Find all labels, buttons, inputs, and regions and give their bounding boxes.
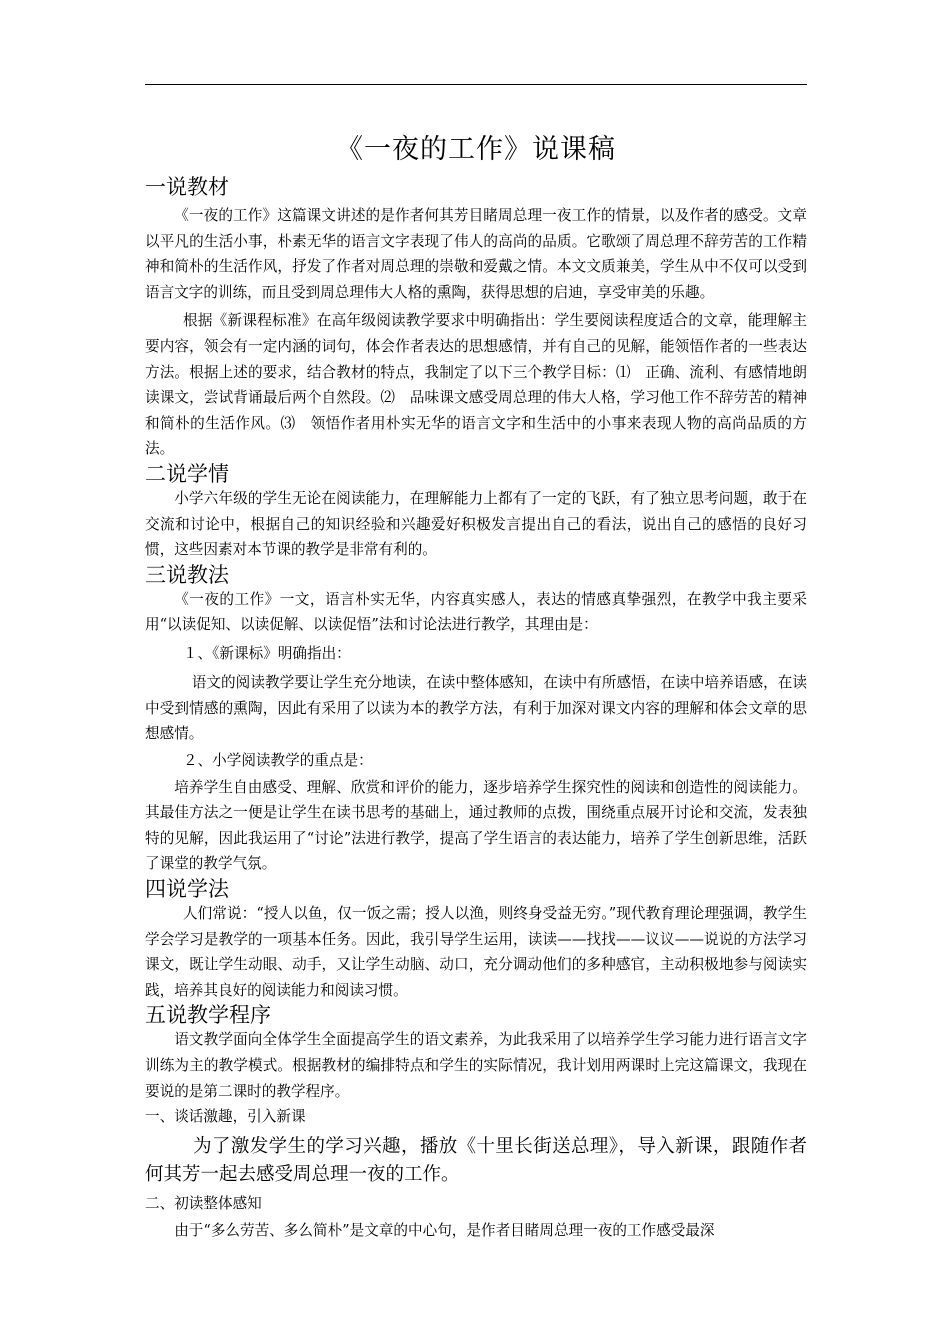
section-heading-3: 三说教法: [145, 562, 229, 587]
section5-paragraph-1: 语文教学面向全体学生全面提高学生的语文素养，为此我采用了以培养学生学习能力进行语言文字训练为主的教学模式。根据教材的编排特点和学生的实际情况，我计划用两课时上完这篇课文，我现在要说的是第二课时的教学程序。: [145, 1031, 807, 1100]
section-heading-1: 一说教材: [145, 175, 229, 199]
section2-paragraph-1: 小学六年级的学生无论在阅读能力，在理解能力上都有了一定的飞跃，有了独立思考问题，敢于在交流和讨论中，根据自己的知识经验和兴趣爱好积极发言提出自己的看法，说出自己的感悟的良好习惯，这些因素对本节课的教学是非常有利的。: [145, 489, 807, 559]
document-body: [145, 175, 807, 1244]
section1-paragraph-1: 《一夜的工作》这篇课文讲述的是作者何其芳目睹周总理一夜工作的情景，以及作者的感受。文章以平凡的生活小事，朴素无华的语言文字表现了伟人的高尚的品质。它歌颂了周总理不辞劳苦的工作精神和简朴的生活作风，抒发了作者对周总理的崇敬和爱戴之情。本文文质兼美，学生从中不仅可以受到语言文字的训练，而且受到周总理伟大人格的熏陶，获得思想的启迪，享受审美的乐趣。: [145, 207, 807, 301]
section5-step-1: 一、谈话激趣，引入新课: [145, 1108, 306, 1126]
section-heading-2: 二说学情: [145, 461, 229, 486]
section3-paragraph-2: 语文的阅读教学要让学生充分地读，在读中整体感知，在读中有所感悟，在读中培养语感，在读中受到情感的熏陶，因此有采用了以读为本的教学方法，有利于加深对课文内容的理解和体会文章的思想感情。: [145, 673, 807, 743]
document-title: 《一夜的工作》说课稿: [336, 134, 616, 165]
section3-paragraph-3: 培养学生自由感受、理解、欣赏和评价的能力，逐步培养学生探究性的阅读和创造性的阅读能力。其最佳方法之一便是让学生在读书思考的基础上，通过教师的点拨，围绕重点展开讨论和交流，发表独特的见解，因此我运用了“讨论”法进行教学，提高了学生语言的表达能力，培养了学生创新思维，活跃了课堂的教学气氛。: [145, 778, 807, 873]
section5-paragraph-2: 为了激发学生的学习兴趣，播放《十里长街送总理》，导入新课，跟随作者何其芳一起去感受周总理一夜的工作。: [145, 1136, 807, 1186]
header-rule: [145, 84, 807, 85]
section3-item-2: ２、小学阅读教学的重点是：: [182, 751, 373, 769]
section5-step-2: 二、初读整体感知: [145, 1195, 262, 1213]
section-heading-5: 五说教学程序: [145, 1003, 271, 1028]
section3-item-1: １、《新课标》明确指出：: [182, 644, 351, 662]
section4-paragraph-1: 人们常说：“授人以鱼，仅一饭之需；授人以渔，则终身受益无穷。”现代教育理论理强调，教学生学会学习是教学的一项基本任务。因此，我引导学生运用，读读——找找——议议——说说的方法学习课文，既让学生动眼、动手，又让学生动脑、动口，充分调动他们的多种感官，主动积极地参与阅读实践，培养其良好的阅读能力和阅读习惯。: [145, 905, 807, 999]
section-heading-4: 四说学法: [145, 877, 229, 902]
section3-paragraph-1: 《一夜的工作》一文，语言朴实无华，内容真实感人，表达的情感真挚强烈，在教学中我主要采用“以读促知、以读促解、以读促悟”法和讨论法进行教学，其理由是：: [145, 590, 807, 634]
section5-paragraph-3: 由于“多么劳苦、多么简朴”是文章的中心句，是作者目睹周总理一夜的工作感受最深: [174, 1222, 715, 1240]
section1-paragraph-2: 根据《新课程标准》在高年级阅读教学要求中明确指出：学生要阅读程度适合的文章，能理解主要内容，领会有一定内涵的词句，体会作者表达的思想感情，并有自己的见解，能领悟作者的一些表达方法。根据上述的要求，结合教材的特点，我制定了以下三个教学目标：⑴ 正确、流利、有感情地朗读课文，尝试背诵最后两个自然段。⑵ 品味课文感受周总理的伟大人格，学习他工作不辞劳苦的精神和简朴的生活作风。⑶ 领悟作者用朴实无华的语言文字和生活中的小事来表现人物的高尚品质的方法。: [145, 312, 807, 458]
